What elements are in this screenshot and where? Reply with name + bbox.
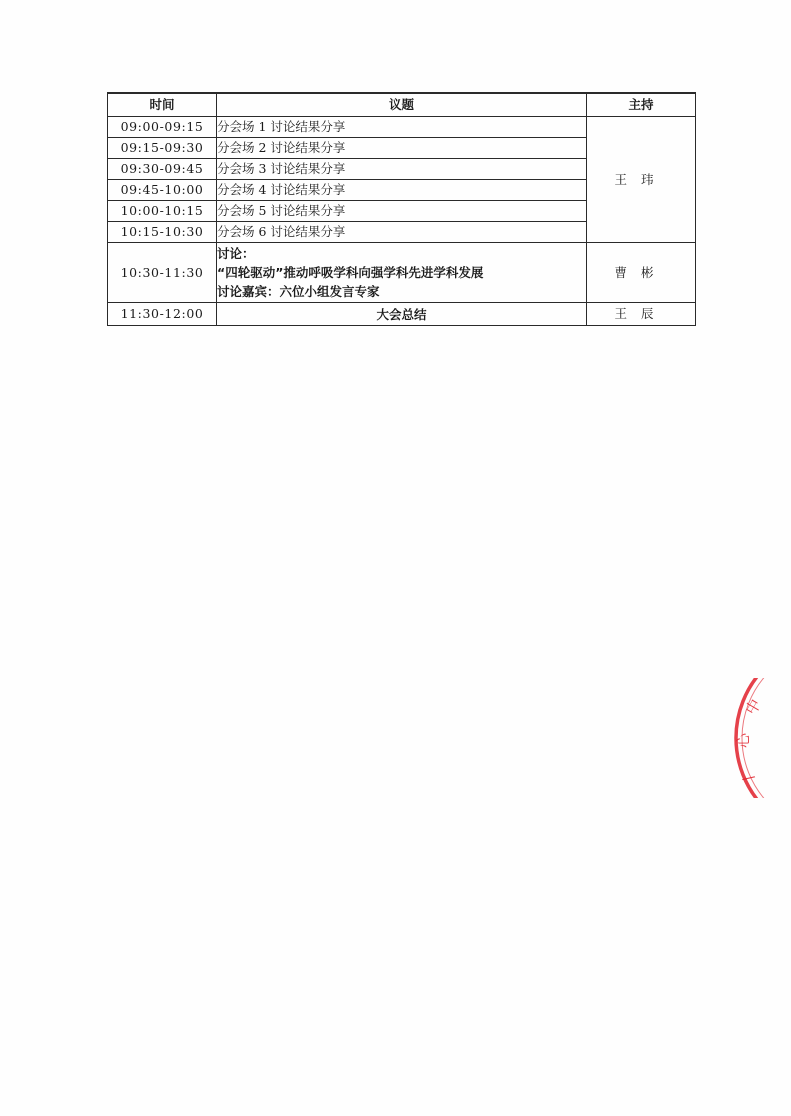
- header-topic: 议题: [217, 93, 587, 117]
- svg-text:心: 心: [734, 732, 752, 748]
- discussion-row: [108, 243, 696, 303]
- session-host: 王玮: [587, 117, 696, 243]
- agenda-table: [107, 92, 696, 326]
- svg-text:/: /: [739, 771, 758, 785]
- summary-row: [108, 303, 696, 326]
- header-time: 时间: [108, 93, 217, 117]
- row-topic: 分会场 4 讨论结果分享: [217, 180, 587, 201]
- row-time: 09:00-09:15: [108, 117, 217, 138]
- row-time: 10:15-10:30: [108, 222, 217, 243]
- discussion-time: 10:30-11:30: [108, 243, 217, 303]
- row-topic: 分会场 5 讨论结果分享: [217, 201, 587, 222]
- row-topic: 分会场 6 讨论结果分享: [217, 222, 587, 243]
- svg-text:中: 中: [741, 695, 765, 718]
- discussion-title: “四轮驱动”推动呼吸学科向强学科先进学科发展: [217, 265, 484, 280]
- summary-host: 王辰: [587, 303, 696, 326]
- row-time: 09:45-10:00: [108, 180, 217, 201]
- row-topic: 分会场 3 讨论结果分享: [217, 159, 587, 180]
- table-header-row: [108, 93, 696, 117]
- table-row: [108, 117, 696, 138]
- discussion-guests: 讨论嘉宾：六位小组发言专家: [217, 284, 380, 299]
- discussion-host: 曹彬: [587, 243, 696, 303]
- row-topic: 分会场 2 讨论结果分享: [217, 138, 587, 159]
- summary-time: 11:30-12:00: [108, 303, 217, 326]
- row-topic: 分会场 1 讨论结果分享: [217, 117, 587, 138]
- seal-icon: [726, 678, 786, 798]
- discussion-topic: [217, 243, 587, 303]
- row-time: 09:15-09:30: [108, 138, 217, 159]
- row-time: 10:00-10:15: [108, 201, 217, 222]
- row-time: 09:30-09:45: [108, 159, 217, 180]
- discussion-label: 讨论：: [217, 246, 255, 261]
- header-host: 主持: [587, 93, 696, 117]
- summary-topic: 大会总结: [217, 303, 587, 326]
- red-seal-stamp: [726, 678, 786, 798]
